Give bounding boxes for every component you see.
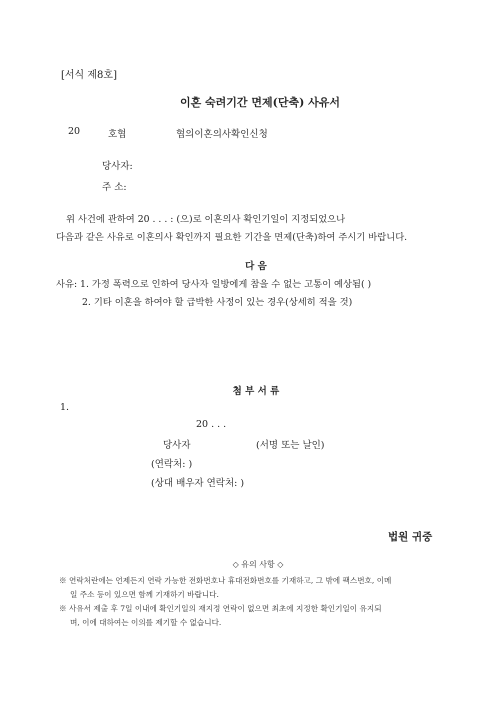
case-type: 협의이혼의사확인신청 (176, 129, 268, 140)
body-line-1: 위 사건에 관하여 20 . . . : (으)로 이혼의사 확인기일이 지정되었으나 (66, 214, 346, 225)
case-ho: 호협 (108, 129, 127, 140)
party-name-label: 당사자: (102, 161, 133, 172)
signature-date: 20 . . . (196, 419, 227, 430)
attachment-item-1: 1. (60, 402, 70, 413)
case-year: 20 (68, 126, 81, 137)
reason-item-2: 2. 기타 이혼을 하여야 할 급박한 사정이 있는 경우(상세히 적을 것) (82, 297, 353, 308)
reason-item-1: 사유: 1. 가정 폭력으로 인하여 당사자 일방에게 참을 수 없는 고통이 예상됨( ) (56, 279, 372, 290)
reasons-heading: 다 음 (245, 261, 267, 272)
notes-heading: ◇ 유의 사항 ◇ (232, 560, 284, 569)
signature-contact: (연락처: ) (151, 459, 193, 470)
note-1-line-2: 일 주소 등이 있으면 함께 기재하기 바랍니다. (70, 590, 219, 599)
signature-party-label: 당사자 (163, 440, 191, 451)
document-title: 이혼 숙려기간 면제(단축) 사유서 (179, 96, 341, 109)
note-2-line-1: ※ 사유서 제출 후 7일 이내에 확인기일의 재지정 연락이 없으면 최초에 지정한 확인기일이 유지되 (59, 604, 382, 613)
attachments-heading: 첨 부 서 류 (232, 386, 280, 397)
form-number: [서식 제8호] (61, 70, 117, 81)
signature-sign-hint: (서명 또는 날인) (256, 440, 325, 451)
court-addressee: 법원 귀중 (388, 531, 433, 543)
signature-spouse-contact: (상대 배우자 연락처: ) (151, 478, 245, 489)
party-address-label: 주 소: (102, 182, 127, 193)
note-2-line-2: 며, 이에 대하여는 이의를 제기할 수 없습니다. (70, 618, 222, 627)
body-line-2: 다음과 같은 사유로 이혼의사 확인까지 필요한 기간을 면제(단축)하여 주시기 바랍니다. (56, 232, 408, 243)
note-1-line-1: ※ 연락처란에는 언제든지 연락 가능한 전화번호나 휴대전화번호를 기재하고, 그 밖에 팩스번호, 이메 (59, 576, 392, 585)
